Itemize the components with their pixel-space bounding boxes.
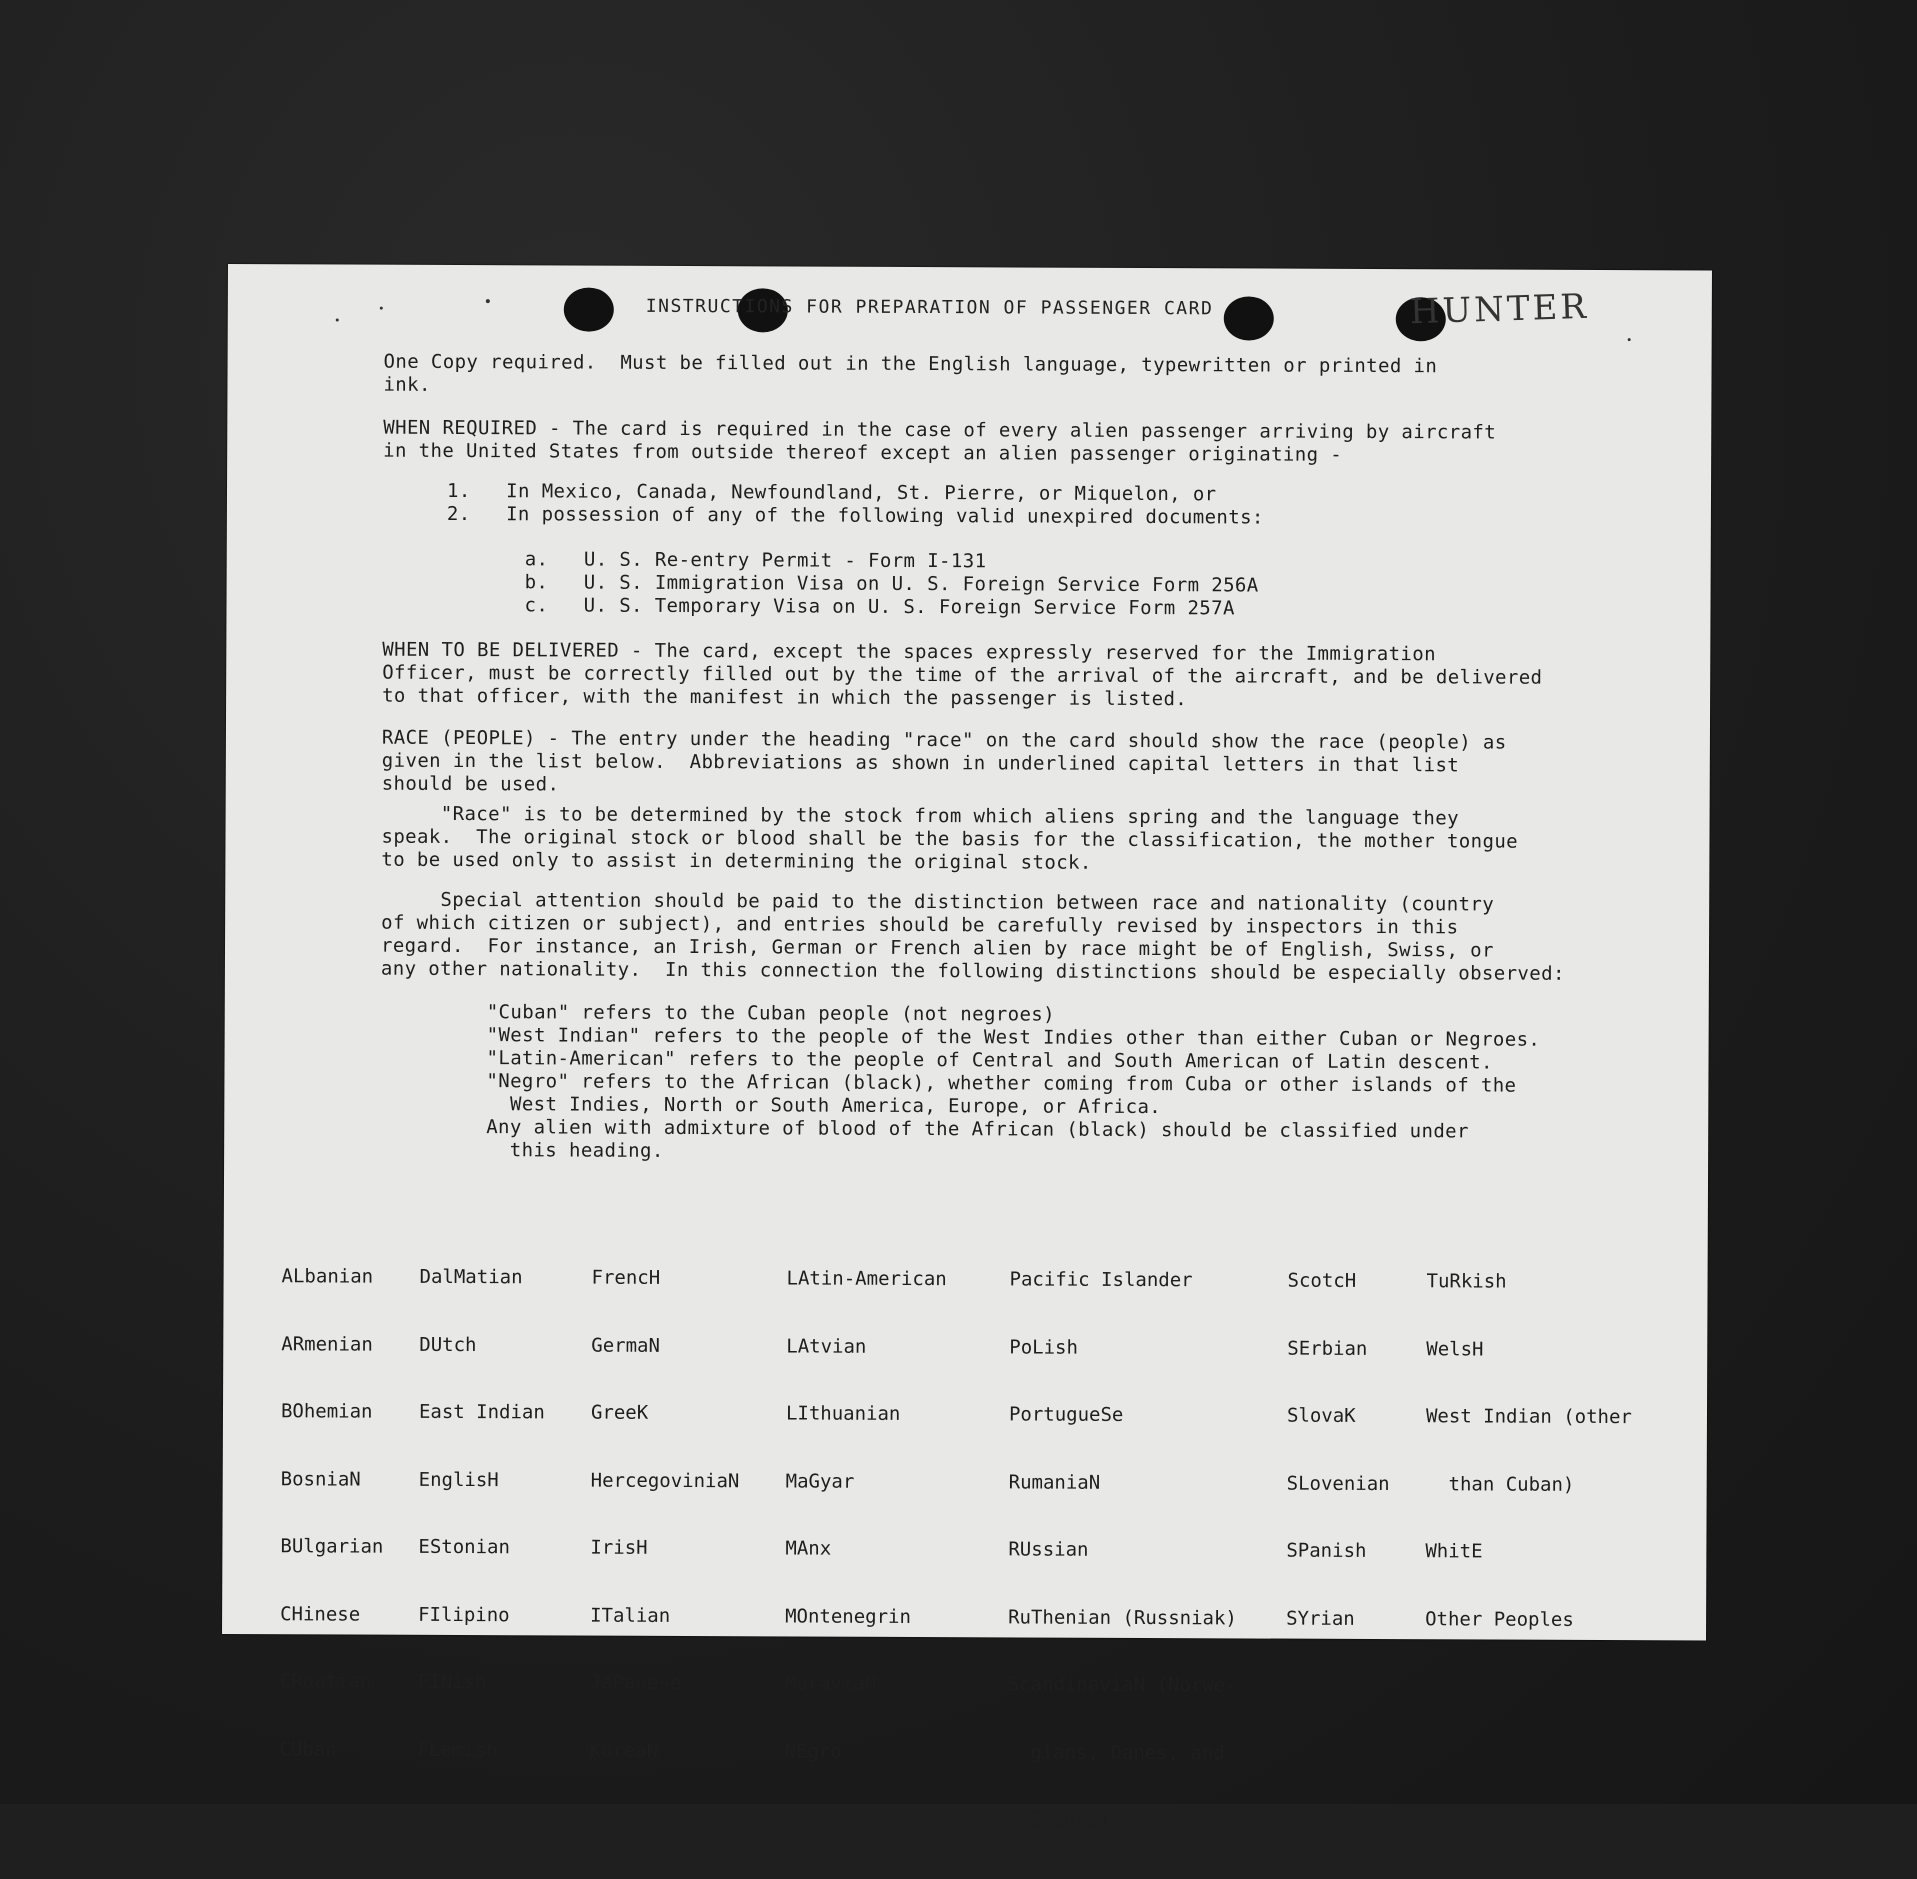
race-entry: Swedes)	[1007, 1808, 1111, 1831]
race-list-column-4	[784, 1222, 947, 1808]
race-entry: East Indian	[418, 1400, 545, 1424]
distinction-line: "Negro" refers to the African (black), whether coming from Cuba or other islands of the	[486, 1070, 1517, 1097]
race-entry: gians, Danes, and	[1007, 1740, 1225, 1764]
race-paragraph-line: to be used only to assist in determining the original stock.	[381, 848, 1092, 874]
race-entry: ALbanian	[281, 1265, 374, 1288]
race-entry: MaGyar	[785, 1469, 855, 1493]
race-entry: ScotcH	[1287, 1269, 1357, 1292]
race-entry: LAtvian	[786, 1334, 867, 1358]
race-entry: PoLish	[1009, 1335, 1078, 1359]
list-item: 2. In possession of any of the following valid unexpired documents:	[446, 502, 1264, 529]
race-entry: TuRkish	[1426, 1270, 1507, 1293]
race-paragraph-line: speak. The original stock or blood shall be the basis for the classification, the mother tongue	[381, 825, 1519, 853]
race-entry: EnglisH	[418, 1468, 499, 1491]
document-item: b. U. S. Immigration Visa on U. S. Foreign Service Form 256A	[524, 571, 1259, 597]
instruction-sheet	[222, 264, 1712, 1831]
distinction-line: "Latin-American" refers to the people of Central and South American of Latin descent.	[486, 1047, 1493, 1074]
race-entry: BUlgarian	[280, 1535, 384, 1558]
page-title: INSTRUCTIONS FOR PREPARATION OF PASSENGER CARD	[645, 295, 1214, 320]
race-paragraph-line: of which citizen or subject), and entries should be carefully revised by inspectors in this	[381, 911, 1459, 939]
race-paragraph-line: regard. For instance, an Irish, German or French alien by race might be of English, Swiss, or	[380, 934, 1494, 962]
race-entry: ITalian	[590, 1604, 671, 1627]
race-entry: CHinese	[280, 1602, 361, 1626]
race-line: given in the list below. Abbreviations as shown in underlined capital letters in that list	[381, 749, 1460, 777]
race-entry: KoreaN	[589, 1739, 659, 1762]
when-required-line: WHEN REQUIRED - The card is required in the case of every alien passenger arriving by aircraft	[383, 416, 1497, 444]
race-entry: MoraviaN	[784, 1672, 877, 1695]
race-entry: FIlipino	[418, 1603, 510, 1626]
race-entry: FLemish	[417, 1738, 498, 1761]
race-entry: LAtin-American	[786, 1267, 947, 1291]
list-item: 1. In Mexico, Canada, Newfoundland, St. Pierre, or Miquelon, or	[446, 479, 1217, 506]
race-entry: SPanish	[1286, 1539, 1367, 1562]
race-list-column-3	[589, 1222, 740, 1808]
race-entry: GermaN	[591, 1334, 660, 1357]
race-list-column-6	[1286, 1225, 1391, 1675]
intro-line: ink.	[383, 373, 431, 396]
race-entry: than Cuban)	[1425, 1472, 1575, 1496]
handwritten-name: HUNTER	[1409, 286, 1590, 333]
race-entry: RumaniaN	[1008, 1470, 1101, 1494]
race-entry: FINish	[417, 1670, 487, 1694]
race-entry: JaPanese	[589, 1671, 682, 1694]
document-item: c. U. S. Temporary Visa on U. S. Foreign Service Form 257A	[524, 594, 1235, 620]
distinction-line: Any alien with admixture of blood of the African (black) should be classified under	[486, 1116, 1469, 1143]
race-entry: ARmenian	[281, 1332, 373, 1356]
race-entry: FrencH	[591, 1266, 661, 1289]
race-paragraph-line: Special attention should be paid to the distinction between race and nationality (country	[381, 888, 1495, 916]
race-list-column-1	[279, 1220, 385, 1805]
dust-speck	[336, 318, 339, 321]
distinction-line: "West Indian" refers to the people of the West Indies other than either Cuban or Negroes.	[486, 1024, 1541, 1051]
race-paragraph-line: any other nationality. In this connection the following distinctions should be especially observed:	[380, 957, 1565, 985]
race-entry: RuThenian (Russniak)	[1008, 1605, 1237, 1629]
race-entry: CRoatian	[279, 1670, 372, 1693]
race-entry: RUssian	[1008, 1538, 1089, 1561]
race-entry: GreeK	[590, 1401, 649, 1424]
race-entry: Pacific Islander	[1009, 1268, 1193, 1292]
distinction-line: this heading.	[486, 1139, 664, 1162]
race-list-column-7	[1425, 1225, 1633, 1676]
race-entry: SLovenian	[1286, 1472, 1390, 1495]
race-entry: SlovaK	[1286, 1404, 1356, 1427]
punch-hole	[564, 287, 614, 331]
race-entry: ScandinaviaN (Norwe-	[1007, 1673, 1237, 1697]
distinction-line: "Cuban" refers to the Cuban people (not negroes)	[486, 1001, 1056, 1026]
race-entry: SErbian	[1287, 1337, 1368, 1360]
race-list-column-5	[1007, 1223, 1239, 1876]
race-entry: LIthuanian	[785, 1402, 901, 1425]
when-delivered-line: Officer, must be correctly filled out by the time of the arrival of the aircraft, and be delivered	[382, 661, 1543, 689]
distinction-line: West Indies, North or South America, Europe, or Africa.	[486, 1093, 1162, 1119]
race-entry: WelsH	[1426, 1337, 1484, 1360]
race-entry: NEgro	[784, 1739, 842, 1763]
document-item: a. U. S. Re-entry Permit - Form I-131	[524, 548, 987, 573]
race-entry: DalMatian	[419, 1265, 523, 1289]
race-entry: MOntenegrin	[785, 1604, 911, 1628]
race-entry: BosniaN	[280, 1467, 361, 1491]
dust-speck	[486, 299, 490, 303]
punch-hole	[1224, 296, 1274, 340]
race-entry: PortugueSe	[1008, 1403, 1124, 1426]
race-entry: SYrian	[1286, 1607, 1355, 1630]
race-entry: HercegoviniaN	[590, 1469, 740, 1492]
dust-speck	[1628, 338, 1631, 341]
race-entry: EStonian	[418, 1535, 510, 1559]
race-entry: WhitE	[1425, 1540, 1483, 1563]
race-entry: IrisH	[590, 1536, 648, 1559]
race-entry: West Indian (other	[1425, 1405, 1632, 1429]
when-delivered-line: to that officer, with the manifest in which the passenger is listed.	[382, 684, 1188, 711]
race-entry: Other Peoples	[1425, 1607, 1574, 1631]
when-required-line: in the United States from outside thereof except an alien passenger originating -	[383, 439, 1343, 466]
race-entry: DUtch	[419, 1333, 477, 1356]
race-line: RACE (PEOPLE) - The entry under the heading "race" on the card should show the race (people) as	[381, 726, 1507, 754]
race-list-column-2	[417, 1221, 545, 1807]
when-delivered-line: WHEN TO BE DELIVERED - The card, except the spaces expressly reserved for the Immigration	[382, 638, 1437, 666]
dust-speck	[380, 307, 383, 310]
race-paragraph-line: "Race" is to be determined by the stock from which aliens spring and the language they	[381, 802, 1460, 830]
intro-line: One Copy required. Must be filled out in the English language, typewritten or printed in	[383, 350, 1438, 378]
race-entry: CUban	[279, 1737, 337, 1760]
race-entry: MAnx	[785, 1537, 832, 1560]
race-entry: BOhemian	[280, 1400, 373, 1423]
race-line: should be used.	[381, 772, 560, 796]
